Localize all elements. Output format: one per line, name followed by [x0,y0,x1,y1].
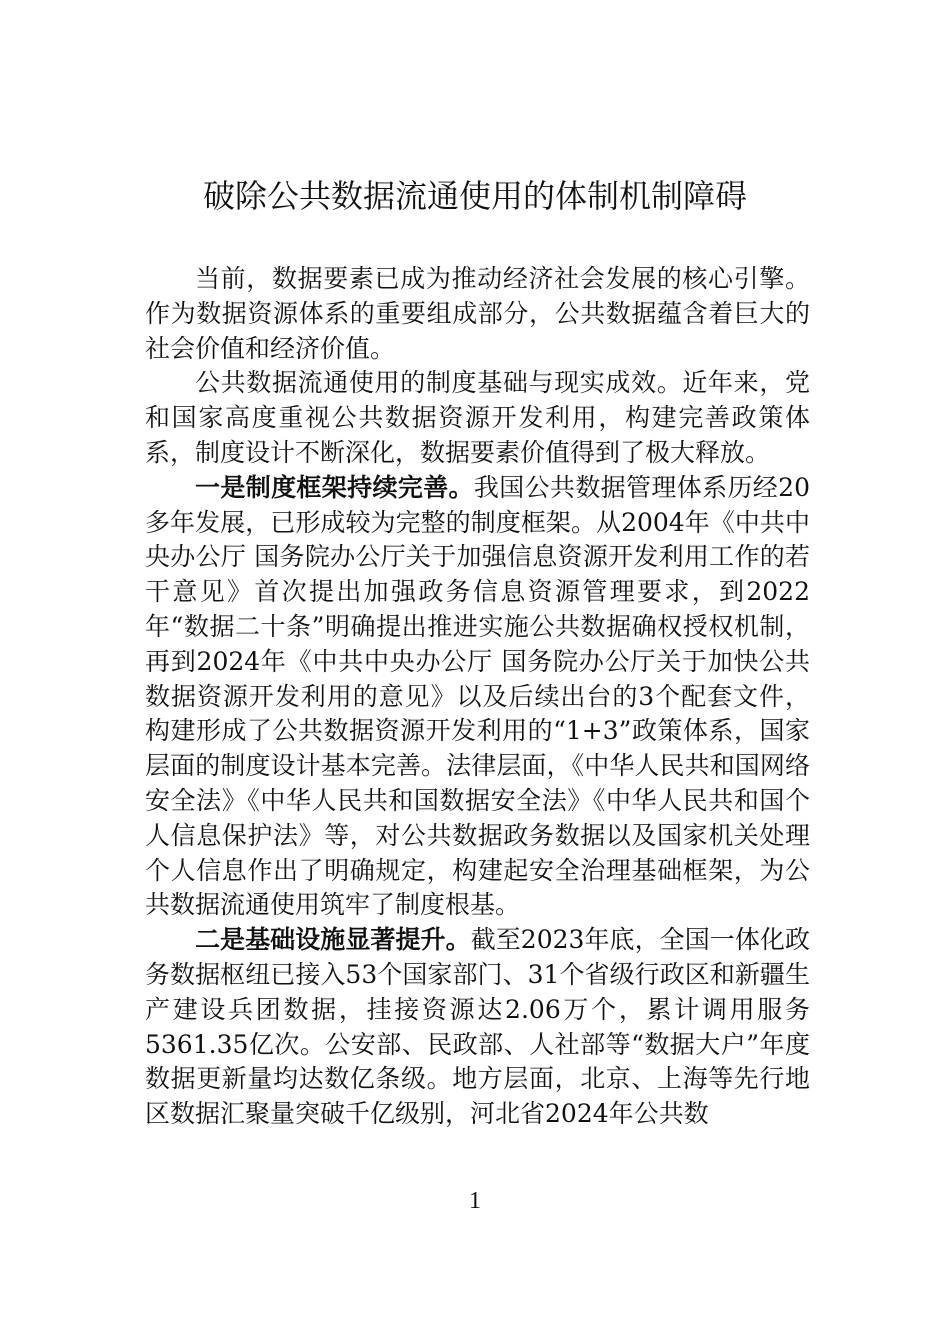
paragraph-text: 当前，数据要素已成为推动经济社会发展的核心引擎。作为数据资源体系的重要组成部分，公共数据蕴含着巨大的社会价值和经济价值。 [145,264,810,363]
paragraph-text: 公共数据流通使用的制度基础与现实成效。近年来，党和国家高度重视公共数据资源开发利用，构建完善政策体系，制度设计不断深化，数据要素价值得到了极大释放。 [145,368,810,467]
paragraph-intro [145,262,810,366]
paragraph-institutional-basis [145,366,810,470]
paragraph-lead: 一是制度框架持续完善。 [195,472,474,502]
document-body [145,262,810,1132]
paragraph-infrastructure [145,923,810,1132]
page-title: 破除公共数据流通使用的体制机制障碍 [202,177,747,215]
page-number: 1 [469,1188,481,1214]
paragraph-text: 截至2023年底，全国一体化政务数据枢纽已接入53个国家部门、31个省级行政区和新疆生产建设兵团数据，挂接资源达2.06万个，累计调用服务5361.35亿次。公安部、民政部、人社部等“数据大户”年度数据更新量均达数亿条级。地方层面，北京、上海等先行地区数据汇聚量突破千亿级别，河北省2024年公共数 [145,925,810,1129]
paragraph-lead: 二是基础设施显著提升。 [195,925,471,955]
paragraph-text: 我国公共数据管理体系历经20多年发展，已形成较为完整的制度框架。从2004年《中共中央办公厅 国务院办公厅关于加强信息资源开发利用工作的若干意见》首次提出加强政务信息资源管理要求，到2022年“数据二十条”明确提出推进实施公共数据确权授权机制，再到2024年《中共中央办公厅 国务院办公厅关于加快公共数据资源开发利用的意见》以及后续出台的3个配套文件，构建形成了公共数据资源开发利用的“1+3”政策体系，国家层面的制度设计基本完善。法律层面，《中华人民共和国网络安全法》《中华人民共和国数据安全法》《中华人民共和国个人信息保护法》等，对公共数据政务数据以及国家机关处理个人信息作出了明确规定，构建起安全治理基础框架，为公共数据流通使用筑牢了制度根基。 [145,472,810,920]
paragraph-framework [145,471,810,923]
